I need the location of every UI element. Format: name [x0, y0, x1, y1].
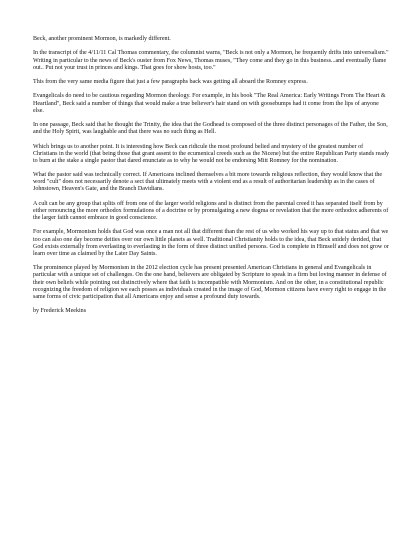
- paragraph-9: For example, Mormonism holds that God was once a man not all that different than the rest of us who worked his way up to that status and that we too can also one day become deities over our own little planets as well. Traditional Christianity holds to the idea, that Beck snidely derided, that God exists externally from everlasting to everlasting in the form of three distinct unified persons. God is complete in Himself and does not grow or learn over time as claimed by the Later Day Saints.: [33, 229, 389, 257]
- paragraph-8: A cult can be any group that splits off from one of the larger world religions and is distinct from the parental creed it has separated itself from by either renouncing the more orthodox formulations of a doctrine or by promulgating a new dogma or revelation that the more orthodox adherents of the larger faith cannot embrace in good conscience.: [33, 200, 389, 222]
- paragraph-6: Which brings us to another point. It is interesting how Beck can ridicule the most profound belied and mystery of the greatest number of Christians in the world (that being those that grant assent to the ecumenical creeds such as the Nicene) but the entire Republican Party stands ready to burn at the stake a single pastor that dared enunciate as to why he would not be endorsing Mitt Romney for the nomination.: [33, 143, 389, 164]
- paragraph-2: In the transcript of the 4/11/11 Cal Thomas commentary, the columnist warns, "Beck is not only a Mormon, he frequently drifts into universalism." Writing in particular to the news of Beck's ouster from Fox News, Thomas muses, "They come and they go in this business...and eventually flame out.. Put not your trust in princes and kings. That goes for show hosts, too.": [33, 50, 389, 71]
- paragraph-10: The prominence played by Mormonism in the 2012 election cycle has present presented American Christians in general and Evangelicals in particular with a unique set of challenges. On the one hand, believers are obligated by Scripture to speak in a firm but loving manner in defense of their own beliefs while pointing out distinctively where that faith is incompatible with Mormonism. And on the other, in a constitutional republic recognizing the freedom of religion we each posses as individuals created in the image of God, Mormon citizens have every right to engage in the same forms of civic participation that all Americans enjoy and sense a profound duty towards.: [33, 265, 387, 300]
- document-page: [33, 36, 389, 315]
- paragraph-4: Evangelicals do need to be cautious regarding Mormon theology. For example, in his book "The Real America: Early Writings From The Heart & Heartland", Beck said a number of things that would make a true believer's hair stand on with goosebumps had it come from the lips of anyone else.: [33, 93, 386, 114]
- paragraph-1: Beck, another prominent Mormon, is markedly different.: [33, 36, 171, 42]
- paragraph-7: What the pastor said was technically correct. If Americans inclined themselves a bit more towards religious reflection, they would know that the word "cult" does not necessarily denote a sect that ultimately meets with a violent end as a result of authoritarian leadership as in the cases of Johnstown, Heaven's Gate, and the Branch Davidians.: [33, 172, 383, 193]
- paragraph-3: This from the very same media figure that just a few paragraphs back was getting all aboard the Romney express.: [33, 79, 308, 85]
- paragraph-5: In one passage, Beck said that he thought the Trinity, the idea that the Godhead is composed of the three distinct personages of the Father, the Son, and the Holy Spirit, was laughable and that there was no such thing as Hell.: [33, 122, 388, 136]
- author-byline: by Frederick Meekins: [33, 308, 87, 315]
